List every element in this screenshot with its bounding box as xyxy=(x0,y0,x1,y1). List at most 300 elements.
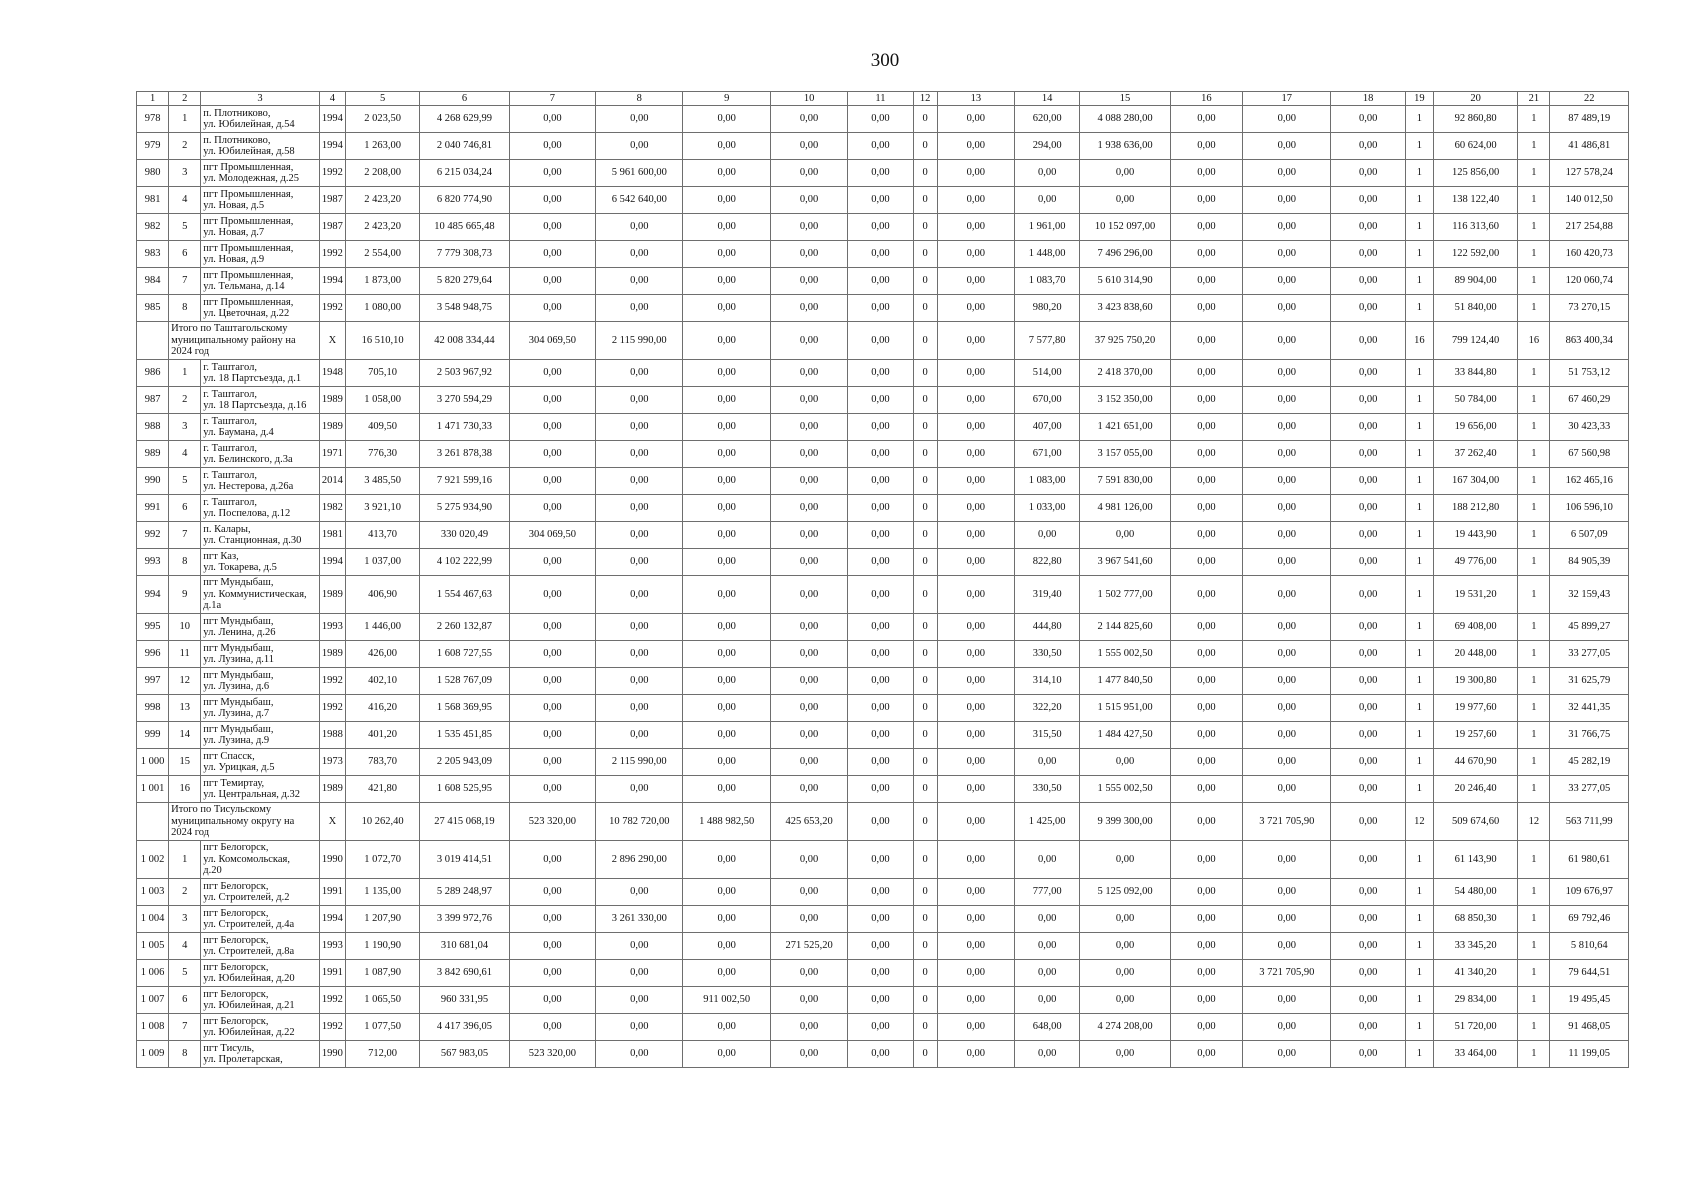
table-cell: 0,00 xyxy=(1331,495,1405,522)
table-cell: 1 000 xyxy=(137,749,169,776)
table-cell: 0,00 xyxy=(1015,987,1080,1014)
table-cell: 0,00 xyxy=(1170,522,1242,549)
table-row xyxy=(137,668,1629,695)
table-cell: 4 417 396,05 xyxy=(420,1014,509,1041)
table-cell: 799 124,40 xyxy=(1433,322,1517,360)
table-cell: 51 720,00 xyxy=(1433,1014,1517,1041)
table-cell: 0,00 xyxy=(1331,268,1405,295)
table-cell: 304 069,50 xyxy=(509,322,595,360)
table-cell: 1 xyxy=(1518,549,1550,576)
table-cell: 1 xyxy=(1405,695,1433,722)
table-cell: 10 152 097,00 xyxy=(1080,214,1170,241)
table-cell: 1 xyxy=(1405,360,1433,387)
table-cell: 1 xyxy=(1518,749,1550,776)
table-cell: 0,00 xyxy=(770,549,847,576)
table-cell: 3 019 414,51 xyxy=(420,841,509,879)
table-row xyxy=(137,187,1629,214)
table-cell: 0,00 xyxy=(1331,322,1405,360)
table-row xyxy=(137,576,1629,614)
table-cell: 0,00 xyxy=(1015,522,1080,549)
table-cell: 0 xyxy=(913,322,937,360)
table-cell: 0,00 xyxy=(1243,695,1331,722)
table-cell: 1 008 xyxy=(137,1014,169,1041)
table-cell: 0,00 xyxy=(1015,960,1080,987)
table-cell: 12 xyxy=(169,668,201,695)
table-cell: 1 421 651,00 xyxy=(1080,414,1170,441)
table-cell: 45 282,19 xyxy=(1550,749,1629,776)
table-cell: 648,00 xyxy=(1015,1014,1080,1041)
table-cell: 991 xyxy=(137,495,169,522)
table-cell: 0,00 xyxy=(937,879,1014,906)
address-cell: г. Таштагол, ул. Нестерова, д.26а xyxy=(201,468,320,495)
table-cell: 7 xyxy=(169,522,201,549)
table-cell: 4 274 208,00 xyxy=(1080,1014,1170,1041)
table-cell: 0,00 xyxy=(596,879,683,906)
table-cell: 5 125 092,00 xyxy=(1080,879,1170,906)
table-cell: 0,00 xyxy=(1080,749,1170,776)
table-cell: 0,00 xyxy=(509,668,595,695)
table-cell: 0,00 xyxy=(683,295,770,322)
table-cell: 0,00 xyxy=(596,414,683,441)
table-cell: 1 xyxy=(1405,906,1433,933)
table-cell: 2 144 825,60 xyxy=(1080,614,1170,641)
table-cell: 0,00 xyxy=(1331,414,1405,441)
table-cell: 0,00 xyxy=(848,187,913,214)
table-cell: 0,00 xyxy=(1080,987,1170,1014)
table-cell: 1 083,70 xyxy=(1015,268,1080,295)
table-cell: 1 xyxy=(1518,522,1550,549)
table-cell: 0,00 xyxy=(509,960,595,987)
column-number: 2 xyxy=(169,92,201,106)
table-cell: 0,00 xyxy=(1170,214,1242,241)
table-cell: 0 xyxy=(913,576,937,614)
table-cell: 0,00 xyxy=(1170,322,1242,360)
table-cell: 31 766,75 xyxy=(1550,722,1629,749)
table-cell: 1 446,00 xyxy=(345,614,419,641)
table-cell: 1990 xyxy=(319,1041,345,1068)
table-cell: 670,00 xyxy=(1015,387,1080,414)
table-cell: 0,00 xyxy=(848,160,913,187)
table-cell: 0,00 xyxy=(509,749,595,776)
table-cell: 5 610 314,90 xyxy=(1080,268,1170,295)
table-cell: 0,00 xyxy=(509,214,595,241)
table-cell: 0,00 xyxy=(937,641,1014,668)
table-cell: 1 xyxy=(169,841,201,879)
table-cell: 1 xyxy=(1518,441,1550,468)
table-cell: 0,00 xyxy=(848,441,913,468)
table-cell: 91 468,05 xyxy=(1550,1014,1629,1041)
table-cell: 1 425,00 xyxy=(1015,803,1080,841)
table-cell: 0,00 xyxy=(1331,906,1405,933)
table-cell: 1 207,90 xyxy=(345,906,419,933)
table-cell: 0,00 xyxy=(683,960,770,987)
table-cell: 1 xyxy=(1405,749,1433,776)
table-cell: 5 810,64 xyxy=(1550,933,1629,960)
table-cell: 1 004 xyxy=(137,906,169,933)
table-cell: 69 792,46 xyxy=(1550,906,1629,933)
column-number: 11 xyxy=(848,92,913,106)
table-cell: 315,50 xyxy=(1015,722,1080,749)
table-cell: 33 464,00 xyxy=(1433,1041,1517,1068)
table-cell: 984 xyxy=(137,268,169,295)
table-cell: 2 423,20 xyxy=(345,187,419,214)
address-cell: пгт Белогорск, ул. Юбилейная, д.20 xyxy=(201,960,320,987)
address-cell: пгт Промышленная, ул. Цветочная, д.22 xyxy=(201,295,320,322)
table-cell: 84 905,39 xyxy=(1550,549,1629,576)
table-cell: 0,00 xyxy=(683,879,770,906)
table-cell: 990 xyxy=(137,468,169,495)
table-cell: 0,00 xyxy=(1331,441,1405,468)
table-cell: 10 485 665,48 xyxy=(420,214,509,241)
table-cell: 0,00 xyxy=(848,641,913,668)
table-cell: 0 xyxy=(913,468,937,495)
table-cell: 87 489,19 xyxy=(1550,106,1629,133)
table-cell: 330,50 xyxy=(1015,641,1080,668)
table-cell: 167 304,00 xyxy=(1433,468,1517,495)
table-cell: 0 xyxy=(913,841,937,879)
table-cell: 1 xyxy=(1518,1014,1550,1041)
table-cell: 0,00 xyxy=(848,722,913,749)
table-cell: 1 xyxy=(1518,106,1550,133)
address-cell: пгт Спасск, ул. Урицкая, д.5 xyxy=(201,749,320,776)
table-cell: 0,00 xyxy=(1243,879,1331,906)
table-cell: 0,00 xyxy=(770,160,847,187)
table-row xyxy=(137,133,1629,160)
table-cell: 5 820 279,64 xyxy=(420,268,509,295)
table-cell: 0 xyxy=(913,268,937,295)
table-cell: 5 xyxy=(169,468,201,495)
table-cell: 0,00 xyxy=(1170,295,1242,322)
table-cell: 0 xyxy=(913,295,937,322)
table-cell: 1992 xyxy=(319,295,345,322)
table-row xyxy=(137,841,1629,879)
table-cell: 0,00 xyxy=(683,668,770,695)
table-cell: 1 xyxy=(1518,776,1550,803)
table-cell: 3 157 055,00 xyxy=(1080,441,1170,468)
table-cell: 1 477 840,50 xyxy=(1080,668,1170,695)
table-cell: 0,00 xyxy=(509,295,595,322)
table-cell: 1988 xyxy=(319,722,345,749)
table-cell: 993 xyxy=(137,549,169,576)
table-cell: 0,00 xyxy=(509,695,595,722)
address-cell: г. Таштагол, ул. 18 Партсъезда, д.1 xyxy=(201,360,320,387)
table-cell: 1 xyxy=(1518,576,1550,614)
address-cell: пгт Промышленная, ул. Молодежная, д.25 xyxy=(201,160,320,187)
table-cell: 3 152 350,00 xyxy=(1080,387,1170,414)
table-cell: 7 496 296,00 xyxy=(1080,241,1170,268)
table-cell: 0,00 xyxy=(848,879,913,906)
table-cell: 0,00 xyxy=(596,576,683,614)
table-cell: 705,10 xyxy=(345,360,419,387)
table-row xyxy=(137,160,1629,187)
table-cell: 0 xyxy=(913,668,937,695)
table-cell: 0,00 xyxy=(683,695,770,722)
table-cell: 16 xyxy=(1405,322,1433,360)
table-cell: 983 xyxy=(137,241,169,268)
table-cell: 0,00 xyxy=(1170,841,1242,879)
table-cell: 0,00 xyxy=(1331,987,1405,1014)
table-cell: 1989 xyxy=(319,387,345,414)
table-cell: 271 525,20 xyxy=(770,933,847,960)
table-cell: 0 xyxy=(913,1014,937,1041)
table-row xyxy=(137,776,1629,803)
table-cell: 0,00 xyxy=(683,187,770,214)
table-cell: 0,00 xyxy=(770,641,847,668)
table-cell: 19 300,80 xyxy=(1433,668,1517,695)
table-cell: 407,00 xyxy=(1015,414,1080,441)
table-cell: 0 xyxy=(913,133,937,160)
table-cell: 0,00 xyxy=(770,960,847,987)
table-cell: 0,00 xyxy=(1331,387,1405,414)
table-cell: 6 xyxy=(169,495,201,522)
table-cell: 1 xyxy=(1518,841,1550,879)
address-cell: пгт Тисуль, ул. Пролетарская, xyxy=(201,1041,320,1068)
table-cell: 3 548 948,75 xyxy=(420,295,509,322)
table-cell: 0,00 xyxy=(1170,749,1242,776)
table-cell: 514,00 xyxy=(1015,360,1080,387)
table-cell: 1 xyxy=(1518,960,1550,987)
table-cell: 0,00 xyxy=(1243,906,1331,933)
table-cell: 310 681,04 xyxy=(420,933,509,960)
table-cell: 0,00 xyxy=(596,695,683,722)
table-cell: 1 xyxy=(1518,187,1550,214)
table-cell: 3 921,10 xyxy=(345,495,419,522)
table-cell: 0,00 xyxy=(596,614,683,641)
table-cell: 0,00 xyxy=(509,187,595,214)
table-row xyxy=(137,295,1629,322)
table-cell: 5 961 600,00 xyxy=(596,160,683,187)
table-row xyxy=(137,641,1629,668)
table-cell: 0,00 xyxy=(683,414,770,441)
table-cell: 1 xyxy=(1405,441,1433,468)
table-cell: 1 xyxy=(1518,614,1550,641)
table-cell: 0,00 xyxy=(848,522,913,549)
table-cell: 0,00 xyxy=(1243,468,1331,495)
table-cell: 1990 xyxy=(319,841,345,879)
table-cell: 0,00 xyxy=(1243,160,1331,187)
address-cell: п. Плотниково, ул. Юбилейная, д.54 xyxy=(201,106,320,133)
table-cell: 0,00 xyxy=(770,387,847,414)
table-cell: 509 674,60 xyxy=(1433,803,1517,841)
column-number: 13 xyxy=(937,92,1014,106)
table-cell: 1994 xyxy=(319,268,345,295)
table-cell: 0,00 xyxy=(937,133,1014,160)
table-row xyxy=(137,495,1629,522)
table-cell: 0,00 xyxy=(509,441,595,468)
table-cell: 0,00 xyxy=(937,841,1014,879)
table-cell: 999 xyxy=(137,722,169,749)
table-cell: 0,00 xyxy=(1331,160,1405,187)
table-cell: 0,00 xyxy=(596,960,683,987)
table-cell: 3 721 705,90 xyxy=(1243,803,1331,841)
table-cell: 980,20 xyxy=(1015,295,1080,322)
table-cell: 0,00 xyxy=(770,695,847,722)
table-cell: 41 340,20 xyxy=(1433,960,1517,987)
table-cell: 0,00 xyxy=(770,268,847,295)
table-cell: 0,00 xyxy=(1331,549,1405,576)
empty-cell xyxy=(137,803,169,841)
table-cell: 16 510,10 xyxy=(345,322,419,360)
table-cell: 2 040 746,81 xyxy=(420,133,509,160)
table-cell: 0,00 xyxy=(937,695,1014,722)
table-cell: 0,00 xyxy=(1331,187,1405,214)
table-cell: 12 xyxy=(1405,803,1433,841)
table-cell: 0,00 xyxy=(1170,722,1242,749)
table-cell: 0,00 xyxy=(1170,776,1242,803)
table-cell: 994 xyxy=(137,576,169,614)
table-cell: 0,00 xyxy=(1170,468,1242,495)
table-cell: 33 345,20 xyxy=(1433,933,1517,960)
table-cell: 0,00 xyxy=(683,495,770,522)
address-cell: пгт Мундыбаш, ул. Лузина, д.6 xyxy=(201,668,320,695)
table-cell: 0,00 xyxy=(1170,241,1242,268)
column-number: 12 xyxy=(913,92,937,106)
table-cell: 0,00 xyxy=(848,576,913,614)
table-cell: 1992 xyxy=(319,160,345,187)
table-cell: 1 471 730,33 xyxy=(420,414,509,441)
table-cell: 330,50 xyxy=(1015,776,1080,803)
table-cell: 1 xyxy=(1405,468,1433,495)
table-cell: 0,00 xyxy=(683,241,770,268)
table-cell: 322,20 xyxy=(1015,695,1080,722)
table-cell: 0,00 xyxy=(1243,441,1331,468)
table-cell: 1 077,50 xyxy=(345,1014,419,1041)
table-cell: 523 320,00 xyxy=(509,1041,595,1068)
table-cell: 0,00 xyxy=(509,268,595,295)
table-cell: 2 260 132,87 xyxy=(420,614,509,641)
table-cell: 1 263,00 xyxy=(345,133,419,160)
table-cell: 217 254,88 xyxy=(1550,214,1629,241)
table-cell: 0,00 xyxy=(937,549,1014,576)
table-cell: 1 xyxy=(1405,933,1433,960)
table-cell: 0,00 xyxy=(1170,987,1242,1014)
table-cell: 0,00 xyxy=(1331,803,1405,841)
table-cell: 0,00 xyxy=(937,241,1014,268)
table-cell: 0,00 xyxy=(683,441,770,468)
table-cell: 1 xyxy=(1405,133,1433,160)
address-cell: пгт Белогорск, ул. Строителей, д.8а xyxy=(201,933,320,960)
table-cell: 7 591 830,00 xyxy=(1080,468,1170,495)
table-cell: 0,00 xyxy=(683,214,770,241)
table-cell: 421,80 xyxy=(345,776,419,803)
table-cell: 3 485,50 xyxy=(345,468,419,495)
table-cell: 1 608 525,95 xyxy=(420,776,509,803)
table-cell: 0,00 xyxy=(848,1041,913,1068)
table-cell: 0,00 xyxy=(1243,841,1331,879)
address-cell: г. Таштагол, ул. Баумана, д.4 xyxy=(201,414,320,441)
table-cell: 406,90 xyxy=(345,576,419,614)
table-cell: 987 xyxy=(137,387,169,414)
table-cell: 1 xyxy=(1405,160,1433,187)
table-cell: 0,00 xyxy=(1243,295,1331,322)
table-cell: 0,00 xyxy=(683,749,770,776)
table-cell: 1 033,00 xyxy=(1015,495,1080,522)
table-cell: 0,00 xyxy=(1015,1041,1080,1068)
table-cell: 127 578,24 xyxy=(1550,160,1629,187)
table-cell: 620,00 xyxy=(1015,106,1080,133)
table-row xyxy=(137,987,1629,1014)
table-cell: 6 507,09 xyxy=(1550,522,1629,549)
table-cell: 2 208,00 xyxy=(345,160,419,187)
table-cell: 7 779 308,73 xyxy=(420,241,509,268)
table-cell: 33 844,80 xyxy=(1433,360,1517,387)
table-cell: 49 776,00 xyxy=(1433,549,1517,576)
table-cell: 11 199,05 xyxy=(1550,1041,1629,1068)
table-cell: 0,00 xyxy=(596,360,683,387)
table-cell: 7 xyxy=(169,1014,201,1041)
table-row xyxy=(137,749,1629,776)
table-cell: 0,00 xyxy=(848,695,913,722)
table-cell: 79 644,51 xyxy=(1550,960,1629,987)
table-cell: 3 xyxy=(169,160,201,187)
table-cell: 50 784,00 xyxy=(1433,387,1517,414)
table-cell: 5 xyxy=(169,214,201,241)
table-cell: 0,00 xyxy=(1331,841,1405,879)
column-number: 1 xyxy=(137,92,169,106)
table-cell: 1 xyxy=(1518,641,1550,668)
table-cell: 0 xyxy=(913,749,937,776)
table-cell: 0,00 xyxy=(770,614,847,641)
table-cell: 0,00 xyxy=(509,160,595,187)
table-cell: 0,00 xyxy=(848,987,913,1014)
table-cell: 20 448,00 xyxy=(1433,641,1517,668)
table-cell: 0 xyxy=(913,522,937,549)
table-cell: 0,00 xyxy=(770,441,847,468)
table-cell: 0,00 xyxy=(1331,695,1405,722)
table-cell: 1 xyxy=(1405,722,1433,749)
table-cell: 1 xyxy=(1518,722,1550,749)
table-cell: 0,00 xyxy=(1015,906,1080,933)
table-cell: 0,00 xyxy=(1080,160,1170,187)
table-cell: 2 115 990,00 xyxy=(596,322,683,360)
table-cell: 0,00 xyxy=(683,268,770,295)
column-number: 10 xyxy=(770,92,847,106)
table-cell: 1 xyxy=(1518,468,1550,495)
table-cell: 0,00 xyxy=(770,879,847,906)
table-cell: 0,00 xyxy=(848,387,913,414)
table-cell: 1991 xyxy=(319,960,345,987)
table-cell: 0,00 xyxy=(509,414,595,441)
table-cell: 0,00 xyxy=(770,906,847,933)
table-cell: 0,00 xyxy=(1331,641,1405,668)
table-cell: 42 008 334,44 xyxy=(420,322,509,360)
table-cell: 0 xyxy=(913,776,937,803)
table-cell: 0,00 xyxy=(848,268,913,295)
table-cell: 409,50 xyxy=(345,414,419,441)
table-cell: 0,00 xyxy=(1170,187,1242,214)
table-cell: 6 542 640,00 xyxy=(596,187,683,214)
table-cell: 0,00 xyxy=(848,803,913,841)
address-cell: пгт Промышленная, ул. Новая, д.7 xyxy=(201,214,320,241)
table-cell: 0,00 xyxy=(683,576,770,614)
table-cell: 6 215 034,24 xyxy=(420,160,509,187)
table-cell: 0,00 xyxy=(1080,522,1170,549)
table-cell: 0 xyxy=(913,106,937,133)
table-cell: 0,00 xyxy=(683,468,770,495)
table-row xyxy=(137,695,1629,722)
table-cell: 294,00 xyxy=(1015,133,1080,160)
table-cell: 0,00 xyxy=(770,214,847,241)
table-cell: 0,00 xyxy=(848,133,913,160)
table-cell: 1 608 727,55 xyxy=(420,641,509,668)
table-cell: 0,00 xyxy=(1331,576,1405,614)
table-cell: 0,00 xyxy=(683,722,770,749)
table-cell: 92 860,80 xyxy=(1433,106,1517,133)
table-cell: 0,00 xyxy=(848,549,913,576)
table-cell: 0,00 xyxy=(509,933,595,960)
table-cell: 0 xyxy=(913,414,937,441)
table-cell: 1 568 369,95 xyxy=(420,695,509,722)
